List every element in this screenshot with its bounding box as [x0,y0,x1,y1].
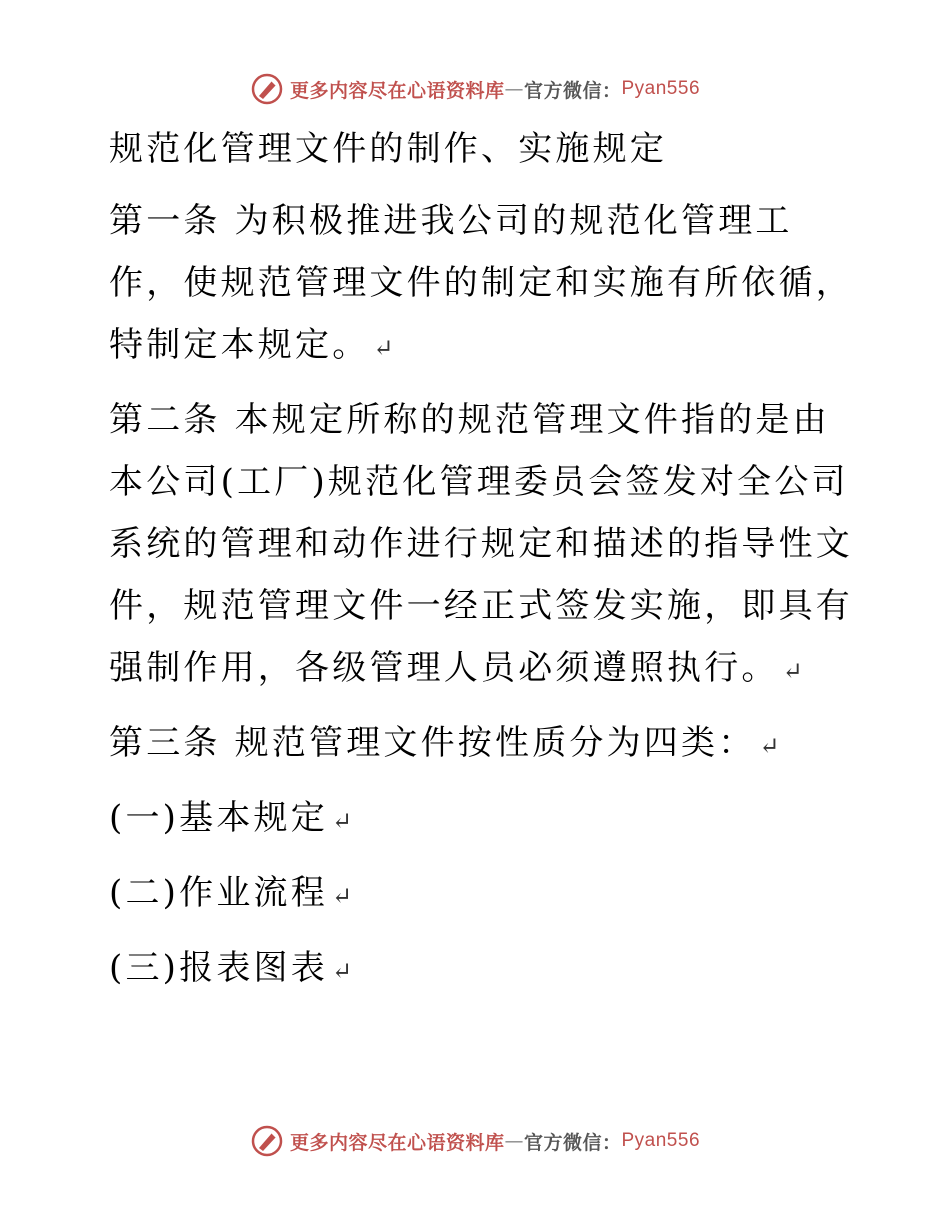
watermark-main-text: 更多内容尽在心语资料库 [289,1131,505,1154]
list-item-3: (三)报表图表 ↵ [109,948,353,988]
article-3: 第三条 规范管理文件按性质分为四类： ↵ [109,723,780,763]
watermark-wechat-label: 官方微信： [523,79,622,102]
watermark-main-text: 更多内容尽在心语资料库 [289,79,505,102]
paragraph-mark-icon: ↵ [331,807,353,835]
watermark-dash: — [504,1130,524,1152]
paragraph-mark-icon: ↵ [759,732,780,760]
pen-logo-icon [250,72,284,106]
paragraph-mark-icon: ↵ [331,882,353,910]
watermark-dash: — [504,78,524,100]
watermark-footer [0,1124,950,1158]
list-item-1: (一)基本规定 ↵ [109,798,353,838]
watermark-header [0,72,950,106]
document-body [97,118,857,1002]
article-2: 第二条 本规定所称的规范管理文件指的是由本公司(工厂)规范化管理委员会签发对全公司系统的管理和动作进行规定和描述的指导性文件，规范管理文件一经正式签发实施，即具有强制作用，各级管理人员必须遵照执行。 ↵ [109,400,853,688]
paragraph-mark-icon: ↵ [782,657,803,685]
watermark-wechat-id: Pyan556 [621,1130,701,1151]
paragraph-mark-icon: ↵ [373,334,394,362]
paragraph-mark-icon: ↵ [331,957,353,985]
article-1: 第一条 为积极推进我公司的规范化管理工作，使规范管理文件的制定和实施有所依循，特制定本规定。 ↵ [109,201,853,365]
pen-logo-icon [250,1124,284,1158]
watermark-wechat-label: 官方微信： [523,1131,622,1154]
document-title: 规范化管理文件的制作、实施规定 [109,129,667,169]
list-item-2: (二)作业流程 ↵ [109,873,353,913]
watermark-wechat-id: Pyan556 [621,78,701,99]
